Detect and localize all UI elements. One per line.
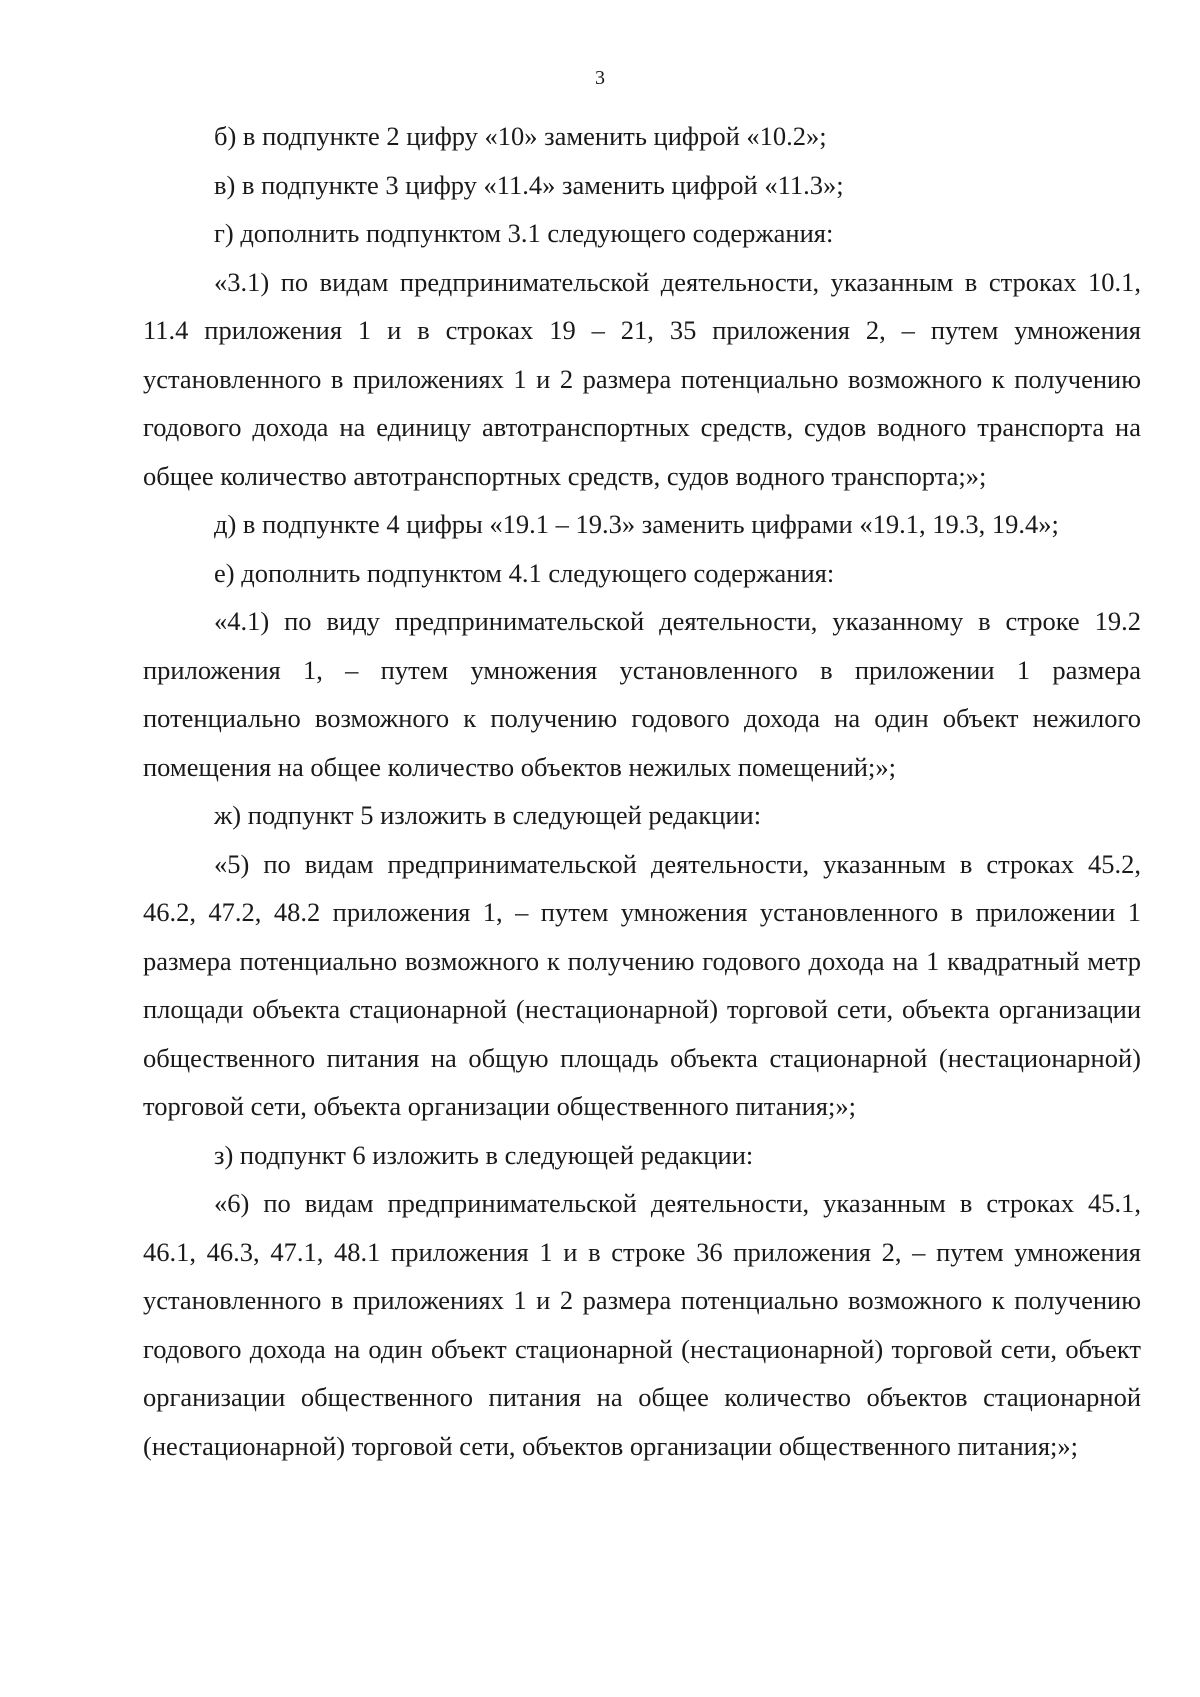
document-body [143, 112, 1141, 1470]
paragraph-zh: ж) подпункт 5 изложить в следующей редакции: [214, 800, 762, 830]
paragraph-e: е) дополнить подпунктом 4.1 следующего содержания: [214, 557, 835, 588]
paragraph-4-1-text: «4.1) по виду предпринимательской деятельности, указанному в строке 19.2 приложения 1, – путем умножения установленного в приложении 1 размера потенциально возможного к получению годового дохода на один объект нежилого помещения на общее количество объектов нежилых помещений;»; [143, 606, 1141, 782]
paragraph-3-1-text: «3.1) по видам предпринимательской деятельности, указанным в строках 10.1, 11.4 приложения 1 и в строках 19 – 21, 35 приложения 2, – путем умножения установленного в приложениях 1 и 2 размера потенциально возможного к получению годового дохода на единицу автотранспортных средств, судов водного транспорта на общее количество автотранспортных средств, судов водного транспорта;»; [143, 266, 1141, 491]
paragraph-d: д) в подпункте 4 цифры «19.1 – 19.3» заменить цифрами «19.1, 19.3, 19.4»; [214, 509, 1059, 539]
paragraph-6-text: «6) по видам предпринимательской деятельности, указанным в строках 45.1, 46.1, 46.3, 47.1, 48.1 приложения 1 и в строке 36 приложения 2, – путем умножения установленного в приложениях 1 и 2 размера потенциально возможного к получению годового дохода на один объект стационарной (нестационарной) торговой сети, объект организации общественного питания на общее количество объектов стационарной (нестационарной) торговой сети, объектов организации общественного питания;»; [143, 1188, 1141, 1461]
paragraph-g: г) дополнить подпунктом 3.1 следующего содержания: [214, 218, 834, 248]
paragraph-z: з) подпункт 6 изложить в следующей редакции: [214, 1139, 754, 1170]
page-number: 3 [595, 67, 605, 89]
paragraph-b: б) в подпункте 2 цифру «10» заменить цифрой «10.2»; [214, 121, 827, 151]
paragraph-v: в) в подпункте 3 цифру «11.4» заменить цифрой «11.3»; [214, 169, 844, 200]
paragraph-5-text: «5) по видам предпринимательской деятельности, указанным в строках 45.2, 46.2, 47.2, 48.2 приложения 1, – путем умножения установленного в приложении 1 размера потенциально возможного к получению годового дохода на 1 квадратный метр площади объекта стационарной (нестационарной) торговой сети, объекта организации общественного питания на общую площадь объекта стационарной (нестационарной) торговой сети, объекта организации общественного питания;»; [143, 848, 1141, 1121]
